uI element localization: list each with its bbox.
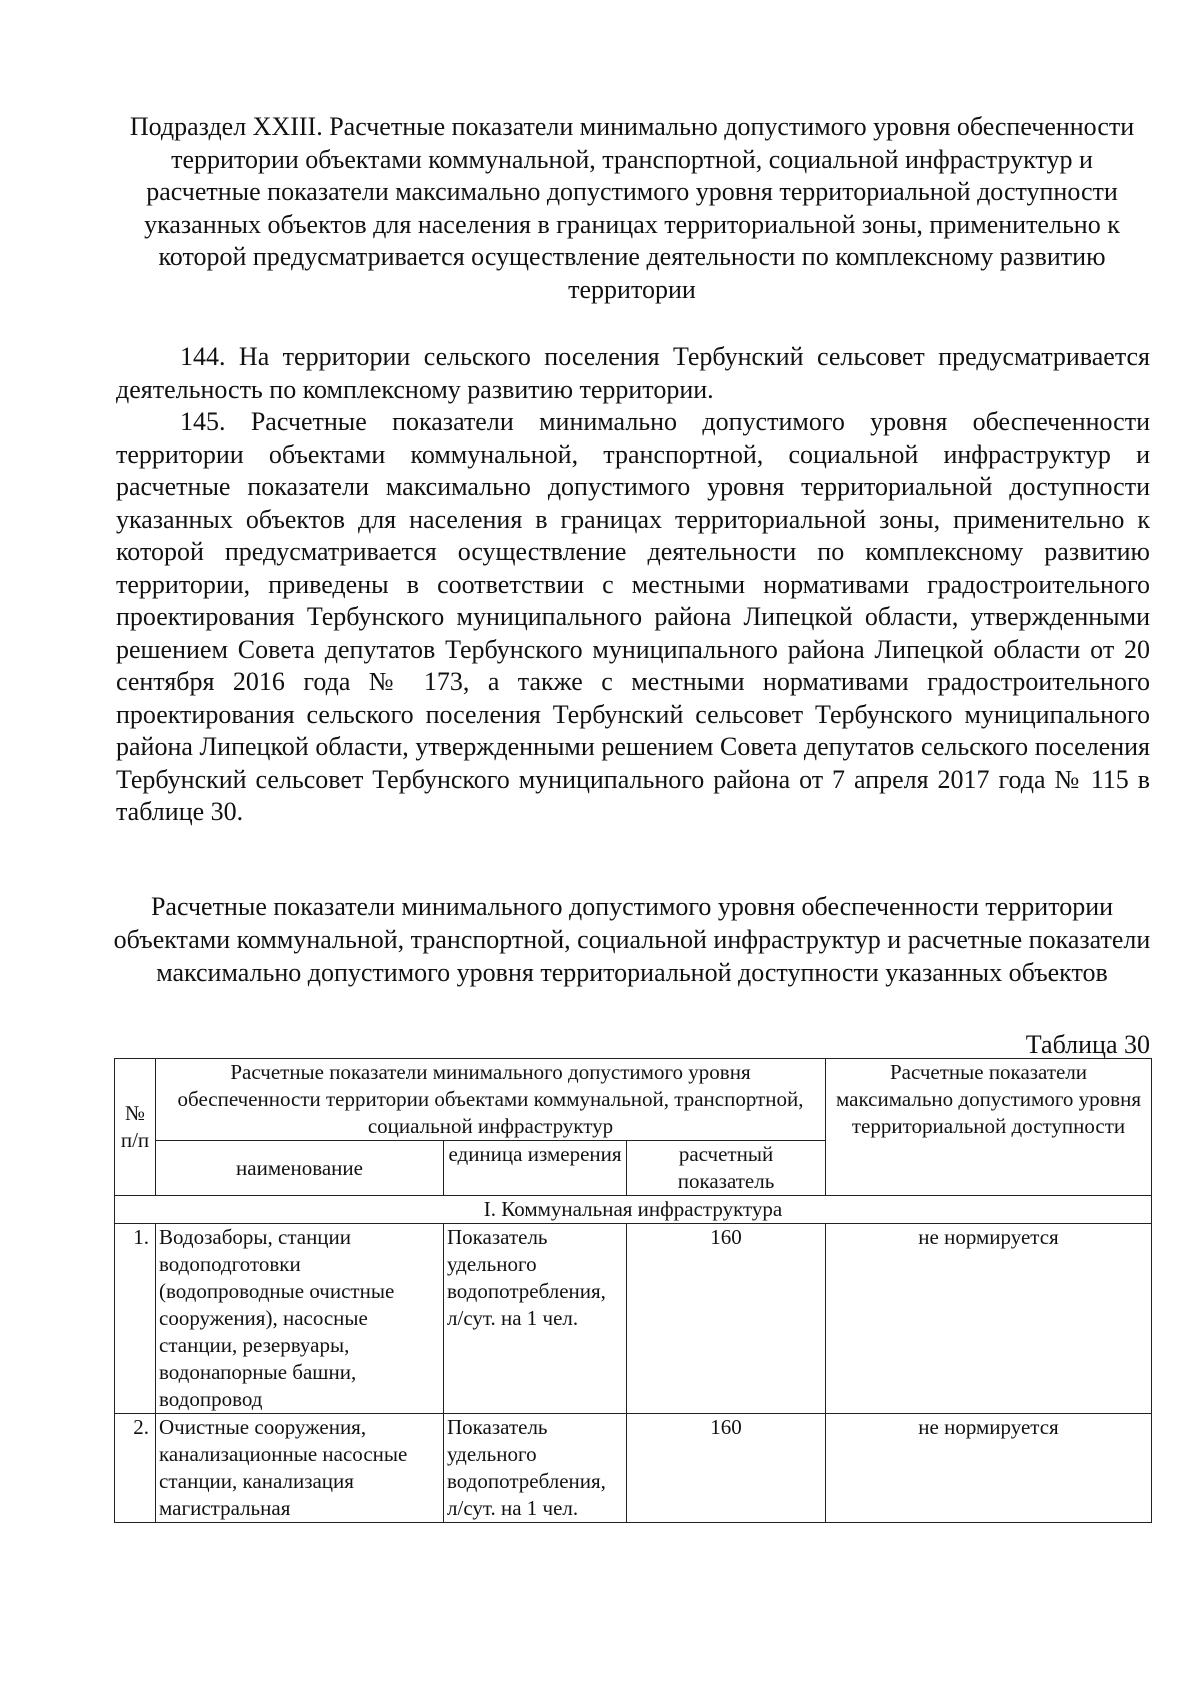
- row-num: 1.: [115, 1224, 156, 1414]
- subsection-heading: Подраздел XXIII. Расчетные показатели минимально допустимого уровня обеспеченности территории объектами коммунальной, транспортной, социальной инфраструктур и расчетные показатели максимально допустимого уровня территориальной доступности указанных объектов для населения в границах территориальной зоны, применительно к которой предусматривается осуществление деятельности по комплексному развитию территории: [129, 112, 1135, 304]
- row-unit: Показатель удельного водопотребления, л/сут. на 1 чел.: [444, 1224, 627, 1414]
- row-num: 2.: [115, 1414, 156, 1523]
- table-title: Расчетные показатели минимального допустимого уровня обеспеченности территории объектами коммунальной, транспортной, социальной инфраструктур и расчетные показатели максимально допустимого уровня территориальной доступности указанных объектов: [113, 892, 1151, 987]
- header-unit: единица измерения: [444, 1141, 627, 1196]
- header-num: № п/п: [115, 1059, 156, 1196]
- row-unit: Показатель удельного водопотребления, л/сут. на 1 чел.: [444, 1414, 627, 1523]
- table-row: [115, 1414, 1152, 1523]
- paragraph-144: [116, 341, 1150, 406]
- table-header-row: [115, 1059, 1152, 1141]
- paragraph-144-text: 144. На территории сельского поселения Тербунский сельсовет предусматривается деятельность по комплексному развитию территории.: [116, 342, 1150, 404]
- header-name: наименование: [156, 1141, 444, 1196]
- header-value: расчетный показатель: [627, 1141, 826, 1196]
- row-name: Водозаборы, станции водоподготовки (водопроводные очистные сооружения), насосные станции, резервуары, водонапорные башни, водопровод: [156, 1224, 444, 1414]
- row-access: не нормируется: [826, 1224, 1152, 1414]
- table-caption: Таблица 30: [1025, 1030, 1150, 1059]
- header-min-group: Расчетные показатели минимального допустимого уровня обеспеченности территории объектами коммунальной, транспортной, социальной инфраструктур: [156, 1059, 826, 1141]
- indicators-table: [114, 1058, 1152, 1523]
- row-value: 160: [627, 1414, 826, 1523]
- table-row: [115, 1224, 1152, 1414]
- row-access: не нормируется: [826, 1414, 1152, 1523]
- section-title: I. Коммунальная инфраструктура: [115, 1196, 1152, 1224]
- paragraph-145-text: 145. Расчетные показатели минимально допустимого уровня обеспеченности территории объектами коммунальной, транспортной, социальной инфраструктур и расчетные показатели максимально допустимого уровня территориальной доступности указанных объектов для населения в границах территориальной зоны, применительно к которой предусматривается осуществление деятельности по комплексному развитию территории, приведены в соответствии с местными нормативами градостроительного проектирования Тербунского муниципального района Липецкой области, утвержденными решением Совета депутатов Тербунского муниципального района Липецкой области от 20 сентября 2016 года № 173, а также с местными нормативами градостроительного проектирования сельского поселения Тербунский сельсовет Тербунского муниципального района Липецкой области, утвержденными решением Совета депутатов сельского поселения Тербунский сельсовет Тербунского муниципального района от 7 апреля 2017 года № 115 в таблице 30.: [116, 407, 1150, 826]
- table-section-row: [115, 1196, 1152, 1224]
- row-name: Очистные сооружения, канализационные насосные станции, канализация магистральная: [156, 1414, 444, 1523]
- paragraph-145: [116, 406, 1150, 829]
- header-max-group: Расчетные показатели максимально допустимого уровня территориальной доступности: [826, 1059, 1152, 1196]
- row-value: 160: [627, 1224, 826, 1414]
